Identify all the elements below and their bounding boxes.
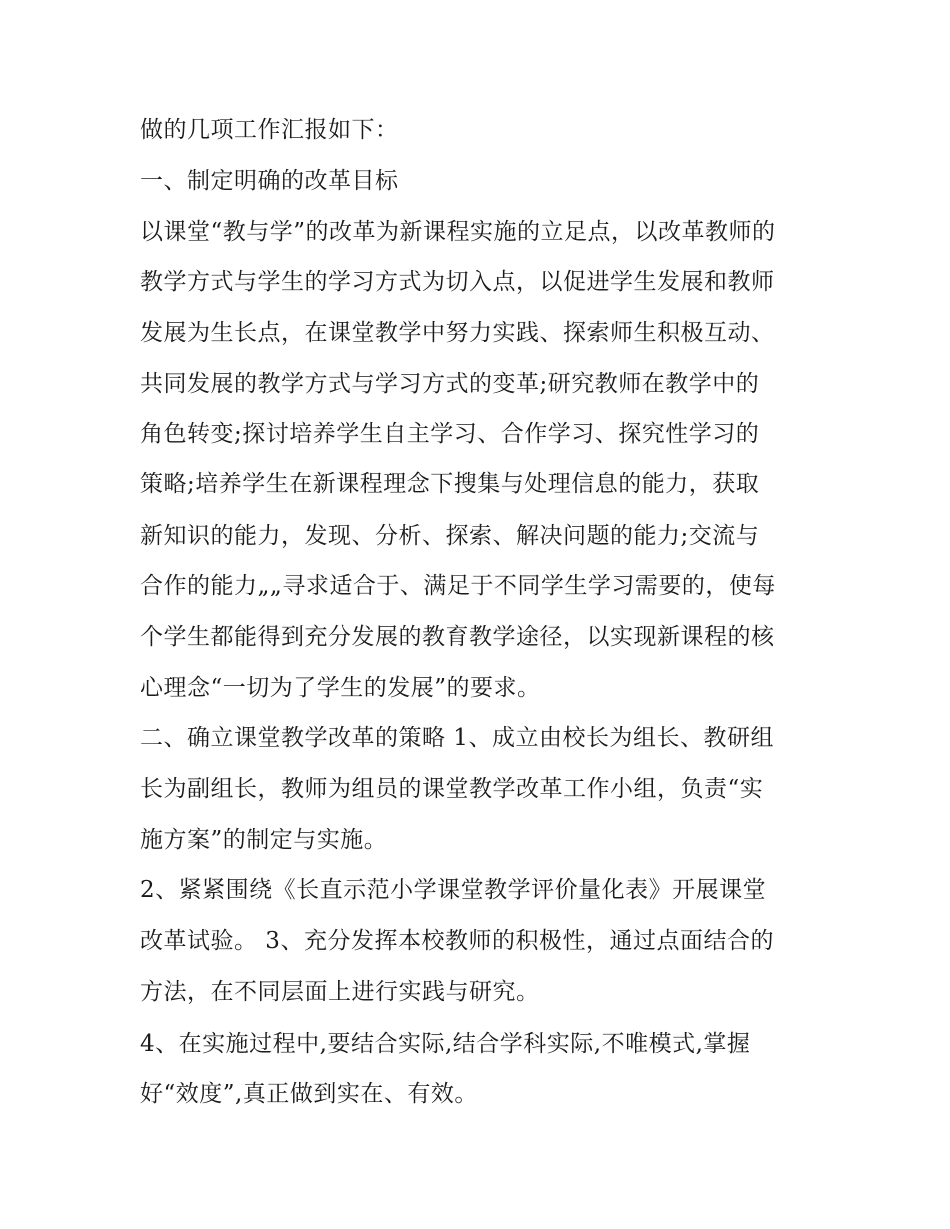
- section-heading-2: 二、确立课堂教学改革的策略 1、成立由校长为组长、教研组: [140, 725, 774, 751]
- text-line: 发展为生长点，在课堂教学中努力实践、探索师生积极互动、: [140, 320, 775, 346]
- text-line: 2、紧紧围绕《长直示范小学课堂教学评价量化表》开展课堂: [140, 877, 767, 903]
- text-line: 好“效度”,真正做到实在、有效。: [140, 1081, 478, 1107]
- text-line: 合作的能力„„寻求适合于、满足于不同学生学习需要的，使每: [140, 573, 776, 599]
- text-line: 施方案”的制定与实施。: [140, 827, 388, 853]
- text-line: 新知识的能力，发现、分析、探索、解决问题的能力;交流与: [140, 523, 760, 549]
- section-heading-1: 一、制定明确的改革目标: [140, 168, 399, 194]
- text-line-intro: 做的几项工作汇报如下：: [140, 117, 399, 143]
- text-line: 个学生都能得到充分发展的教育教学途径，以实现新课程的核: [140, 624, 775, 650]
- text-line: 长为副组长，教师为组员的课堂教学改革工作小组，负责“实: [140, 776, 764, 802]
- text-line: 方法，在不同层面上进行实践与研究。: [140, 979, 540, 1005]
- text-line: 教学方式与学生的学习方式为切入点，以促进学生发展和教师: [140, 269, 775, 295]
- text-line: 以课堂“教与学”的改革为新课程实施的立足点，以改革教师的: [140, 219, 776, 245]
- text-line: 4、在实施过程中,要结合实际,结合学科实际,不唯模式,掌握: [140, 1031, 751, 1057]
- text-line: 改革试验。 3、充分发挥本校教师的积极性，通过点面结合的: [140, 928, 774, 954]
- text-line: 心理念“一切为了学生的发展”的要求。: [140, 675, 541, 701]
- text-line: 共同发展的教学方式与学习方式的变革;研究教师在教学中的: [140, 371, 760, 397]
- text-line: 角色转变;探讨培养学生自主学习、合作学习、探究性学习的: [140, 421, 760, 447]
- text-line: 策略;培养学生在新课程理念下搜集与处理信息的能力，获取: [140, 471, 760, 497]
